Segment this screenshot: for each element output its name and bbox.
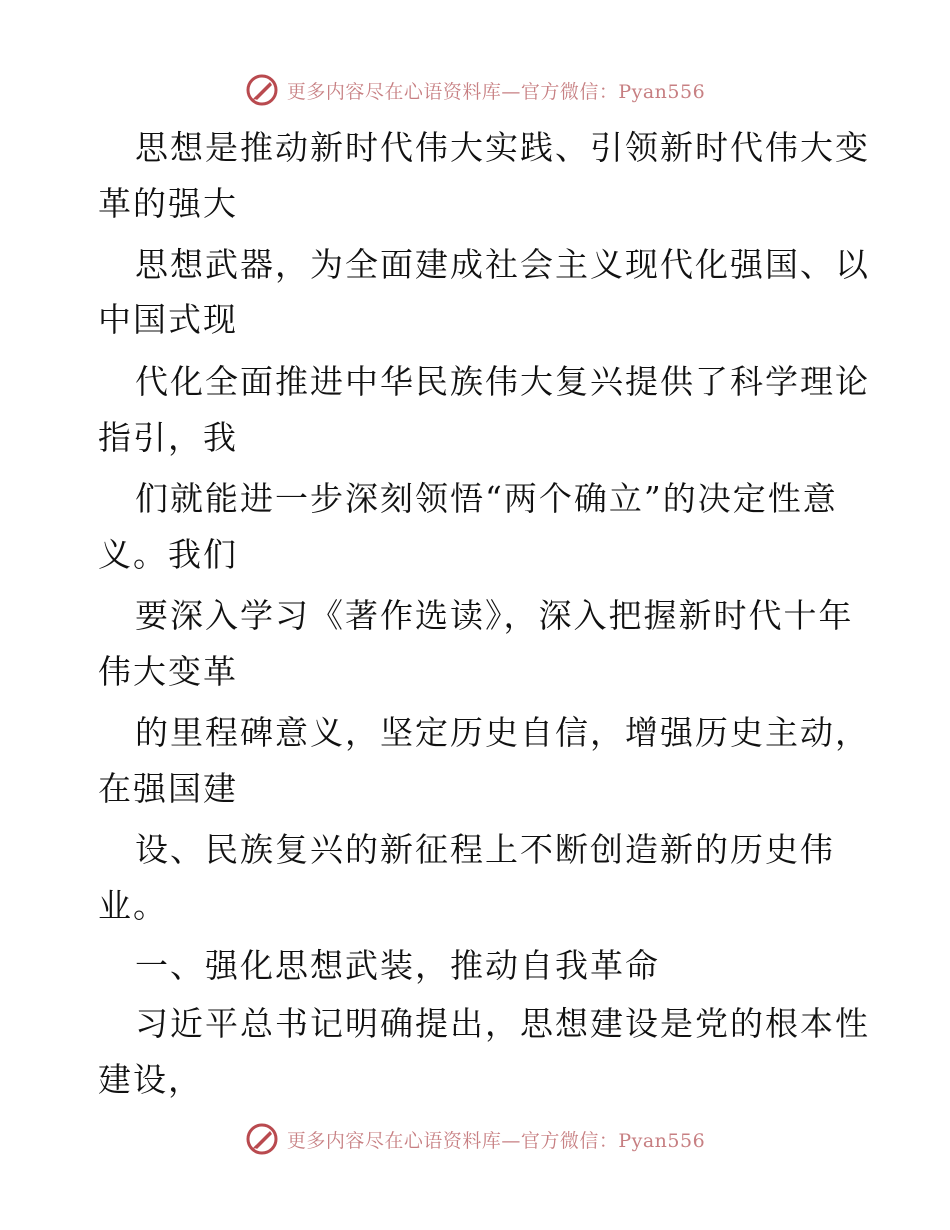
section-heading: 一、强化思想武装，推动自我革命 [135,946,660,985]
text-line: 伟大变革 [98,652,238,691]
text-line: 业。 [98,886,168,925]
text-line: 思想武器，为全面建成社会主义现代化强国、以 [135,245,870,284]
text-line: 革的强大 [98,184,238,223]
watermark-text: 更多内容尽在心语资料库—官方微信：Pyan556 [286,80,706,103]
header-watermark [0,68,950,112]
text-line: 们就能进一步深刻领悟“两个确立”的决定性意 [135,479,838,518]
text-line: 指引，我 [98,418,238,457]
text-line: 在强国建 [98,769,238,808]
text-line: 思想是推动新时代伟大实践、引领新时代伟大变 [135,128,870,167]
quill-logo-icon [245,1122,279,1156]
footer-watermark [0,1117,950,1161]
text-line: 设、民族复兴的新征程上不断创造新的历史伟 [135,830,835,869]
text-line: 义。我们 [98,535,238,574]
watermark-text: 更多内容尽在心语资料库—官方微信：Pyan556 [286,1129,706,1152]
text-line: 的里程碑意义，坚定历史自信，增强历史主动， [135,713,870,752]
text-line: 建设， [98,1060,203,1099]
text-line: 中国式现 [98,300,238,339]
text-line: 要深入学习《著作选读》，深入把握新时代十年 [135,596,854,635]
text-line: 习近平总书记明确提出，思想建设是党的根本性 [135,1004,870,1043]
quill-logo-icon [245,73,279,107]
text-line: 代化全面推进中华民族伟大复兴提供了科学理论 [135,362,870,401]
